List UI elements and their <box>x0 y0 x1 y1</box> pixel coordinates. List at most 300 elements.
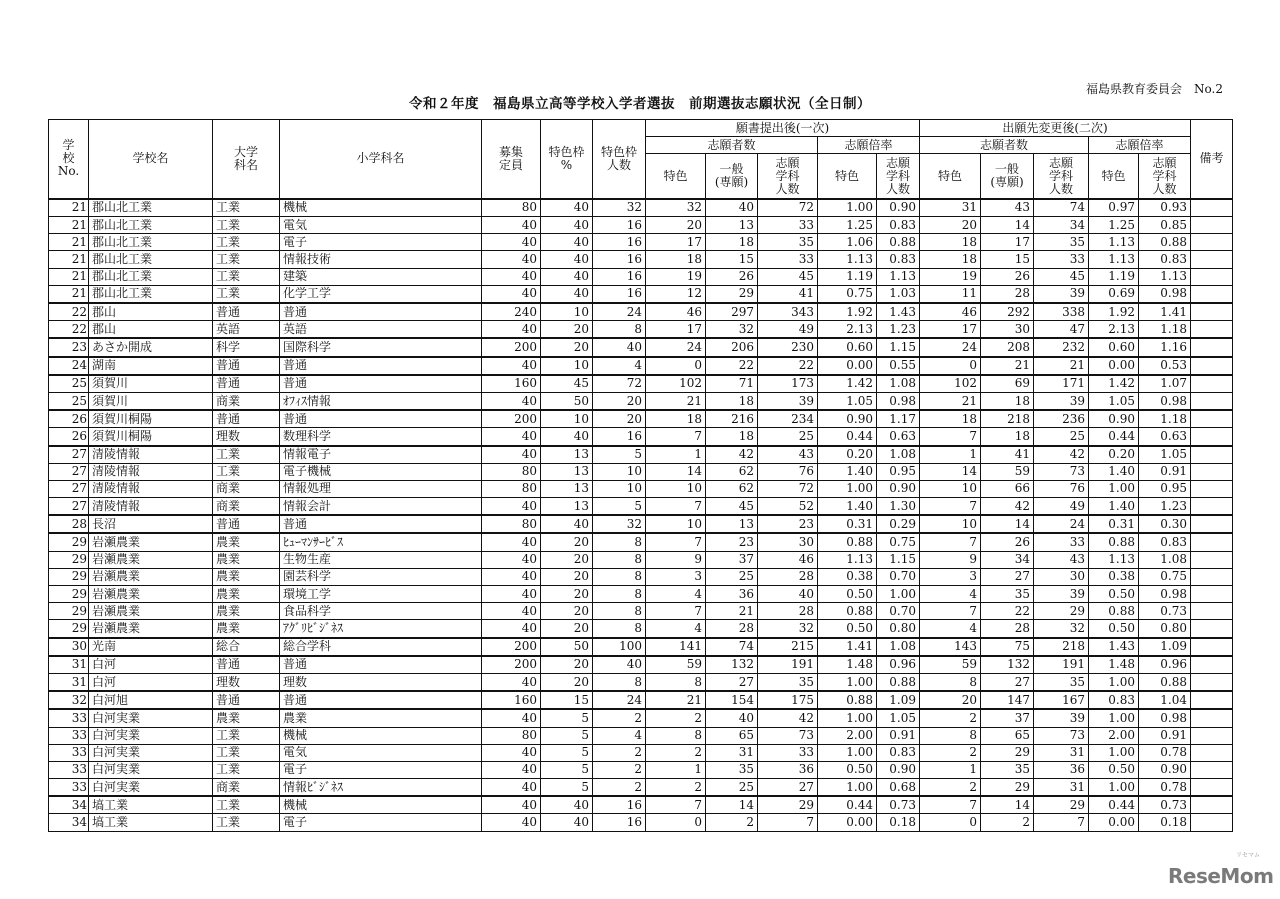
table-row <box>49 410 1233 428</box>
first-ratio-special-cell: 1.00 <box>818 744 877 761</box>
second-total-cell: 33 <box>1034 251 1089 268</box>
second-special-cell: 8 <box>920 727 981 744</box>
major-cell: 農業 <box>213 551 280 568</box>
first-ratio-special-cell: 0.44 <box>818 428 877 446</box>
first-total-cell: 234 <box>758 410 818 428</box>
second-ratio-special-cell: 1.40 <box>1089 498 1139 516</box>
first-general-cell: 28 <box>706 620 758 638</box>
first-general-cell: 62 <box>706 480 758 497</box>
capacity-cell: 40 <box>482 428 541 446</box>
first-general-cell: 132 <box>706 656 758 674</box>
major-cell: 工業 <box>213 463 280 480</box>
special-num-cell: 8 <box>593 620 646 638</box>
second-special-cell: 4 <box>920 620 981 638</box>
minor-cell: 普通 <box>280 691 482 709</box>
first-special-cell: 2 <box>646 709 706 727</box>
school-name-cell: 岩瀬農業 <box>89 620 213 638</box>
major-cell: 普通 <box>213 515 280 533</box>
first-special-cell: 7 <box>646 533 706 551</box>
special-num-cell: 16 <box>593 814 646 831</box>
first-special-cell: 3 <box>646 568 706 585</box>
second-general-cell: 27 <box>981 568 1034 585</box>
major-cell: 農業 <box>213 603 280 620</box>
header-major: 大学 科名 <box>213 120 280 199</box>
major-cell: 工業 <box>213 234 280 251</box>
special-num-cell: 2 <box>593 779 646 797</box>
second-general-cell: 18 <box>981 428 1034 446</box>
second-ratio-special-cell: 2.13 <box>1089 321 1139 339</box>
school-no-cell: 33 <box>49 779 89 797</box>
second-ratio-total-cell: 0.98 <box>1139 392 1191 410</box>
second-ratio-total-cell: 0.80 <box>1139 620 1191 638</box>
first-ratio-special-cell: 0.60 <box>818 338 877 356</box>
second-special-cell: 18 <box>920 234 981 251</box>
special-pct-cell: 40 <box>541 217 593 234</box>
second-special-cell: 1 <box>920 761 981 778</box>
major-cell: 工業 <box>213 268 280 285</box>
first-ratio-total-cell: 0.80 <box>877 620 920 638</box>
second-total-cell: 25 <box>1034 428 1089 446</box>
minor-cell: 普通 <box>280 357 482 375</box>
special-num-cell: 8 <box>593 321 646 339</box>
second-general-cell: 14 <box>981 515 1034 533</box>
school-no-cell: 27 <box>49 446 89 464</box>
special-num-cell: 32 <box>593 199 646 217</box>
special-pct-cell: 13 <box>541 446 593 464</box>
special-num-cell: 2 <box>593 709 646 727</box>
second-ratio-special-cell: 1.13 <box>1089 251 1139 268</box>
first-total-cell: 215 <box>758 638 818 656</box>
special-num-cell: 10 <box>593 480 646 497</box>
second-total-cell: 76 <box>1034 480 1089 497</box>
second-total-cell: 7 <box>1034 814 1089 831</box>
first-ratio-total-cell: 0.91 <box>877 727 920 744</box>
second-ratio-total-cell: 0.98 <box>1139 709 1191 727</box>
remarks-cell <box>1191 620 1233 638</box>
school-name-cell: 郡山北工業 <box>89 199 213 217</box>
second-special-cell: 10 <box>920 480 981 497</box>
table-row <box>49 375 1233 393</box>
second-total-cell: 42 <box>1034 446 1089 464</box>
capacity-cell: 80 <box>482 727 541 744</box>
first-general-cell: 206 <box>706 338 758 356</box>
first-special-cell: 46 <box>646 303 706 321</box>
remarks-cell <box>1191 568 1233 585</box>
first-ratio-special-cell: 0.31 <box>818 515 877 533</box>
remarks-cell <box>1191 357 1233 375</box>
first-ratio-total-cell: 0.90 <box>877 480 920 497</box>
first-total-cell: 28 <box>758 603 818 620</box>
first-general-cell: 18 <box>706 428 758 446</box>
major-cell: 農業 <box>213 709 280 727</box>
first-ratio-special-cell: 0.20 <box>818 446 877 464</box>
second-special-cell: 19 <box>920 268 981 285</box>
table-row <box>49 779 1233 797</box>
school-no-cell: 29 <box>49 533 89 551</box>
school-no-cell: 27 <box>49 480 89 497</box>
school-name-cell: 岩瀬農業 <box>89 586 213 603</box>
school-name-cell: 須賀川桐陽 <box>89 410 213 428</box>
first-general-cell: 31 <box>706 744 758 761</box>
second-special-cell: 2 <box>920 779 981 797</box>
second-ratio-special-cell: 0.50 <box>1089 620 1139 638</box>
second-ratio-special-cell: 0.31 <box>1089 515 1139 533</box>
special-num-cell: 4 <box>593 357 646 375</box>
second-ratio-special-cell: 1.40 <box>1089 463 1139 480</box>
second-ratio-total-cell: 0.95 <box>1139 480 1191 497</box>
major-cell: 理数 <box>213 673 280 691</box>
first-ratio-total-cell: 1.43 <box>877 303 920 321</box>
special-pct-cell: 13 <box>541 480 593 497</box>
school-name-cell: 白河 <box>89 673 213 691</box>
second-general-cell: 30 <box>981 321 1034 339</box>
logo-text: ReseMom <box>1168 864 1274 888</box>
first-ratio-special-cell: 2.13 <box>818 321 877 339</box>
school-no-cell: 29 <box>49 568 89 585</box>
capacity-cell: 40 <box>482 586 541 603</box>
first-ratio-total-cell: 1.15 <box>877 338 920 356</box>
first-total-cell: 72 <box>758 199 818 217</box>
table-body <box>49 199 1233 831</box>
minor-cell: 普通 <box>280 515 482 533</box>
school-no-cell: 33 <box>49 761 89 778</box>
special-pct-cell: 15 <box>541 691 593 709</box>
first-ratio-total-cell: 0.88 <box>877 673 920 691</box>
header-special-num: 特色枠 人数 <box>593 120 646 199</box>
first-total-cell: 42 <box>758 709 818 727</box>
application-status-table <box>48 119 1233 832</box>
second-general-cell: 18 <box>981 392 1034 410</box>
school-no-cell: 33 <box>49 709 89 727</box>
first-special-cell: 18 <box>646 251 706 268</box>
first-ratio-special-cell: 1.00 <box>818 709 877 727</box>
first-ratio-special-cell: 0.88 <box>818 603 877 620</box>
first-total-cell: 30 <box>758 533 818 551</box>
minor-cell: ﾋｭｰﾏﾝｻｰﾋﾞｽ <box>280 533 482 551</box>
first-ratio-total-cell: 0.83 <box>877 251 920 268</box>
first-general-cell: 216 <box>706 410 758 428</box>
first-ratio-special-cell: 1.00 <box>818 199 877 217</box>
special-num-cell: 16 <box>593 796 646 814</box>
second-general-cell: 218 <box>981 410 1034 428</box>
remarks-cell <box>1191 480 1233 497</box>
capacity-cell: 40 <box>482 392 541 410</box>
school-name-cell: 郡山北工業 <box>89 268 213 285</box>
table-row <box>49 480 1233 497</box>
second-general-cell: 29 <box>981 744 1034 761</box>
first-ratio-total-cell: 0.75 <box>877 533 920 551</box>
minor-cell: 情報技術 <box>280 251 482 268</box>
first-general-cell: 65 <box>706 727 758 744</box>
second-general-cell: 26 <box>981 533 1034 551</box>
first-total-cell: 39 <box>758 392 818 410</box>
remarks-cell <box>1191 303 1233 321</box>
minor-cell: 機械 <box>280 727 482 744</box>
first-ratio-total-cell: 0.83 <box>877 217 920 234</box>
first-special-cell: 2 <box>646 744 706 761</box>
second-special-cell: 21 <box>920 392 981 410</box>
special-num-cell: 16 <box>593 428 646 446</box>
first-total-cell: 28 <box>758 568 818 585</box>
special-pct-cell: 20 <box>541 603 593 620</box>
second-general-cell: 35 <box>981 586 1034 603</box>
minor-cell: 電子 <box>280 761 482 778</box>
first-general-cell: 2 <box>706 814 758 831</box>
first-ratio-total-cell: 1.05 <box>877 709 920 727</box>
second-ratio-special-cell: 0.97 <box>1089 199 1139 217</box>
capacity-cell: 160 <box>482 375 541 393</box>
school-name-cell: 塙工業 <box>89 796 213 814</box>
second-special-cell: 17 <box>920 321 981 339</box>
second-special-cell: 18 <box>920 410 981 428</box>
second-ratio-special-cell: 1.19 <box>1089 268 1139 285</box>
second-total-cell: 47 <box>1034 321 1089 339</box>
table-row <box>49 568 1233 585</box>
special-pct-cell: 10 <box>541 303 593 321</box>
major-cell: 科学 <box>213 338 280 356</box>
second-ratio-special-cell: 0.88 <box>1089 533 1139 551</box>
school-name-cell: 郡山北工業 <box>89 285 213 303</box>
second-total-cell: 35 <box>1034 234 1089 251</box>
special-pct-cell: 20 <box>541 673 593 691</box>
second-special-cell: 102 <box>920 375 981 393</box>
first-total-cell: 41 <box>758 285 818 303</box>
remarks-cell <box>1191 199 1233 217</box>
first-total-cell: 343 <box>758 303 818 321</box>
special-pct-cell: 20 <box>541 620 593 638</box>
special-num-cell: 32 <box>593 515 646 533</box>
first-ratio-special-cell: 1.19 <box>818 268 877 285</box>
school-name-cell: 長沼 <box>89 515 213 533</box>
remarks-cell <box>1191 234 1233 251</box>
school-no-cell: 26 <box>49 428 89 446</box>
special-pct-cell: 5 <box>541 744 593 761</box>
first-total-cell: 32 <box>758 620 818 638</box>
second-special-cell: 3 <box>920 568 981 585</box>
second-ratio-total-cell: 0.88 <box>1139 234 1191 251</box>
first-special-cell: 102 <box>646 375 706 393</box>
first-ratio-total-cell: 0.18 <box>877 814 920 831</box>
school-no-cell: 27 <box>49 463 89 480</box>
second-general-cell: 28 <box>981 620 1034 638</box>
second-total-cell: 74 <box>1034 199 1089 217</box>
table-row <box>49 463 1233 480</box>
major-cell: 普通 <box>213 691 280 709</box>
table-row <box>49 673 1233 691</box>
school-no-cell: 29 <box>49 551 89 568</box>
school-name-cell: 郡山北工業 <box>89 234 213 251</box>
special-pct-cell: 40 <box>541 814 593 831</box>
school-name-cell: 白河実業 <box>89 744 213 761</box>
special-num-cell: 2 <box>593 744 646 761</box>
table-row <box>49 428 1233 446</box>
major-cell: 工業 <box>213 761 280 778</box>
first-ratio-total-cell: 1.30 <box>877 498 920 516</box>
second-general-cell: 27 <box>981 673 1034 691</box>
major-cell: 工業 <box>213 446 280 464</box>
school-name-cell: 岩瀬農業 <box>89 551 213 568</box>
first-general-cell: 42 <box>706 446 758 464</box>
first-ratio-special-cell: 0.38 <box>818 568 877 585</box>
second-total-cell: 34 <box>1034 217 1089 234</box>
second-ratio-special-cell: 1.00 <box>1089 673 1139 691</box>
table-row <box>49 515 1233 533</box>
second-total-cell: 39 <box>1034 586 1089 603</box>
second-ratio-special-cell: 0.69 <box>1089 285 1139 303</box>
table-row <box>49 586 1233 603</box>
first-special-cell: 7 <box>646 428 706 446</box>
first-total-cell: 76 <box>758 463 818 480</box>
second-ratio-total-cell: 1.08 <box>1139 551 1191 568</box>
minor-cell: 環境工学 <box>280 586 482 603</box>
first-ratio-total-cell: 1.23 <box>877 321 920 339</box>
remarks-cell <box>1191 338 1233 356</box>
minor-cell: 理数 <box>280 673 482 691</box>
header-ratio-special-1: 特色 <box>818 154 877 199</box>
first-special-cell: 12 <box>646 285 706 303</box>
second-general-cell: 41 <box>981 446 1034 464</box>
school-name-cell: 白河実業 <box>89 709 213 727</box>
logo-subtext: リセマム <box>1236 852 1260 859</box>
school-no-cell: 31 <box>49 673 89 691</box>
special-pct-cell: 13 <box>541 463 593 480</box>
capacity-cell: 40 <box>482 620 541 638</box>
school-no-cell: 34 <box>49 796 89 814</box>
table-row <box>49 321 1233 339</box>
school-name-cell: 郡山北工業 <box>89 251 213 268</box>
second-ratio-special-cell: 0.00 <box>1089 814 1139 831</box>
second-ratio-special-cell: 1.42 <box>1089 375 1139 393</box>
table-row <box>49 814 1233 831</box>
first-general-cell: 13 <box>706 217 758 234</box>
table-row <box>49 498 1233 516</box>
first-ratio-total-cell: 1.00 <box>877 586 920 603</box>
major-cell: 工業 <box>213 744 280 761</box>
second-ratio-special-cell: 0.38 <box>1089 568 1139 585</box>
minor-cell: 普通 <box>280 375 482 393</box>
second-general-cell: 22 <box>981 603 1034 620</box>
second-general-cell: 29 <box>981 779 1034 797</box>
second-special-cell: 7 <box>920 603 981 620</box>
school-name-cell: 清陵情報 <box>89 463 213 480</box>
first-special-cell: 8 <box>646 727 706 744</box>
special-pct-cell: 10 <box>541 410 593 428</box>
special-pct-cell: 40 <box>541 251 593 268</box>
second-total-cell: 29 <box>1034 796 1089 814</box>
remarks-cell <box>1191 761 1233 778</box>
second-special-cell: 143 <box>920 638 981 656</box>
major-cell: 普通 <box>213 656 280 674</box>
second-ratio-special-cell: 0.88 <box>1089 603 1139 620</box>
second-total-cell: 33 <box>1034 533 1089 551</box>
second-total-cell: 232 <box>1034 338 1089 356</box>
first-special-cell: 1 <box>646 761 706 778</box>
second-special-cell: 31 <box>920 199 981 217</box>
second-special-cell: 20 <box>920 217 981 234</box>
second-general-cell: 14 <box>981 796 1034 814</box>
second-general-cell: 147 <box>981 691 1034 709</box>
capacity-cell: 200 <box>482 338 541 356</box>
minor-cell: 英語 <box>280 321 482 339</box>
major-cell: 農業 <box>213 533 280 551</box>
second-general-cell: 43 <box>981 199 1034 217</box>
second-total-cell: 236 <box>1034 410 1089 428</box>
special-num-cell: 5 <box>593 498 646 516</box>
first-special-cell: 9 <box>646 551 706 568</box>
school-no-cell: 23 <box>49 338 89 356</box>
first-special-cell: 0 <box>646 357 706 375</box>
first-total-cell: 175 <box>758 691 818 709</box>
header-ratio-total-2: 志願 学科 人数 <box>1139 154 1191 199</box>
first-ratio-special-cell: 1.25 <box>818 217 877 234</box>
school-no-cell: 22 <box>49 303 89 321</box>
first-special-cell: 18 <box>646 410 706 428</box>
special-pct-cell: 13 <box>541 498 593 516</box>
first-general-cell: 71 <box>706 375 758 393</box>
first-ratio-special-cell: 1.00 <box>818 673 877 691</box>
capacity-cell: 40 <box>482 796 541 814</box>
second-ratio-special-cell: 0.60 <box>1089 338 1139 356</box>
second-total-cell: 191 <box>1034 656 1089 674</box>
capacity-cell: 40 <box>482 234 541 251</box>
table-row <box>49 638 1233 656</box>
first-ratio-special-cell: 1.06 <box>818 234 877 251</box>
school-no-cell: 33 <box>49 744 89 761</box>
remarks-cell <box>1191 217 1233 234</box>
minor-cell: 電子機械 <box>280 463 482 480</box>
school-no-cell: 27 <box>49 498 89 516</box>
major-cell: 英語 <box>213 321 280 339</box>
second-ratio-total-cell: 0.78 <box>1139 779 1191 797</box>
second-total-cell: 21 <box>1034 357 1089 375</box>
capacity-cell: 40 <box>482 551 541 568</box>
second-total-cell: 35 <box>1034 673 1089 691</box>
table-row <box>49 285 1233 303</box>
major-cell: 工業 <box>213 796 280 814</box>
remarks-cell <box>1191 796 1233 814</box>
header-school: 学校名 <box>89 120 213 199</box>
second-ratio-special-cell: 1.13 <box>1089 551 1139 568</box>
second-special-cell: 11 <box>920 285 981 303</box>
second-total-cell: 39 <box>1034 709 1089 727</box>
second-total-cell: 31 <box>1034 744 1089 761</box>
second-special-cell: 2 <box>920 709 981 727</box>
first-general-cell: 27 <box>706 673 758 691</box>
second-ratio-special-cell: 1.05 <box>1089 392 1139 410</box>
second-general-cell: 14 <box>981 217 1034 234</box>
first-ratio-total-cell: 1.08 <box>877 638 920 656</box>
first-total-cell: 33 <box>758 251 818 268</box>
capacity-cell: 80 <box>482 463 541 480</box>
second-general-cell: 35 <box>981 761 1034 778</box>
second-total-cell: 31 <box>1034 779 1089 797</box>
remarks-cell <box>1191 428 1233 446</box>
first-ratio-total-cell: 0.70 <box>877 603 920 620</box>
minor-cell: 普通 <box>280 656 482 674</box>
header-total-1: 志願 学科 人数 <box>758 154 818 199</box>
special-pct-cell: 5 <box>541 761 593 778</box>
second-ratio-total-cell: 0.85 <box>1139 217 1191 234</box>
second-ratio-total-cell: 1.41 <box>1139 303 1191 321</box>
second-general-cell: 37 <box>981 709 1034 727</box>
first-ratio-total-cell: 0.96 <box>877 656 920 674</box>
capacity-cell: 160 <box>482 691 541 709</box>
header-ratio-2: 志願倍率 <box>1089 137 1191 154</box>
first-special-cell: 24 <box>646 338 706 356</box>
remarks-cell <box>1191 392 1233 410</box>
table-row <box>49 603 1233 620</box>
first-ratio-special-cell: 0.50 <box>818 620 877 638</box>
